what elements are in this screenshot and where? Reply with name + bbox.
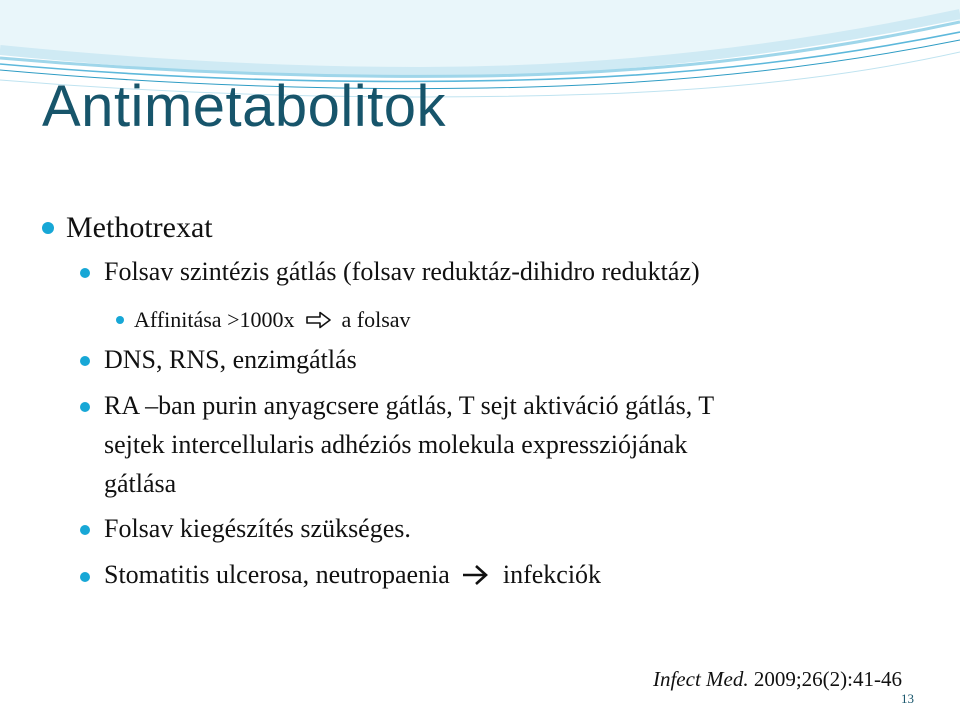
list-item-text: DNS, RNS, enzimgátlás (104, 345, 357, 374)
infection-text: infekciók (502, 560, 602, 589)
slide-number: 13 (901, 691, 914, 706)
list-item-text-line: sejtek intercellularis adhéziós molekula expressziójának (104, 430, 688, 459)
bullet-dot-icon (80, 525, 90, 535)
solid-arrow-icon (462, 564, 490, 586)
list-item-text-line: gátlása (104, 469, 177, 498)
bullet-dot-icon (80, 572, 90, 582)
affinity-text: Affinitása >1000x (134, 307, 295, 332)
list-item-text-line: RA –ban purin anyagcsere gátlás, T sejt aktiváció gátlás, T (104, 391, 715, 420)
outline-arrow-icon (306, 311, 332, 329)
side-effects-text: Stomatitis ulcerosa, neutropaenia (104, 560, 450, 589)
list-item-text (104, 560, 601, 590)
bullet-dot-icon (80, 356, 90, 366)
citation-ref: 2009;26(2):41-46 (753, 667, 902, 691)
list-item-text: Folsav szintézis gátlás (folsav reduktáz-dihidro reduktáz) (104, 257, 700, 286)
list-item-text: Folsav kiegészítés szükséges. (104, 514, 411, 543)
bullet-dot-icon (42, 222, 54, 234)
bullet-dot-icon (116, 316, 124, 324)
list-item-text: Methotrexat (66, 211, 213, 244)
bullet-dot-icon (80, 268, 90, 278)
affinity-target-text: a folsav (341, 307, 411, 332)
citation (653, 667, 902, 692)
citation-journal: Infect Med. (652, 667, 749, 691)
list-item-text (134, 307, 411, 333)
bullet-dot-icon (80, 402, 90, 412)
slide-title: Antimetabolitok (42, 74, 447, 139)
